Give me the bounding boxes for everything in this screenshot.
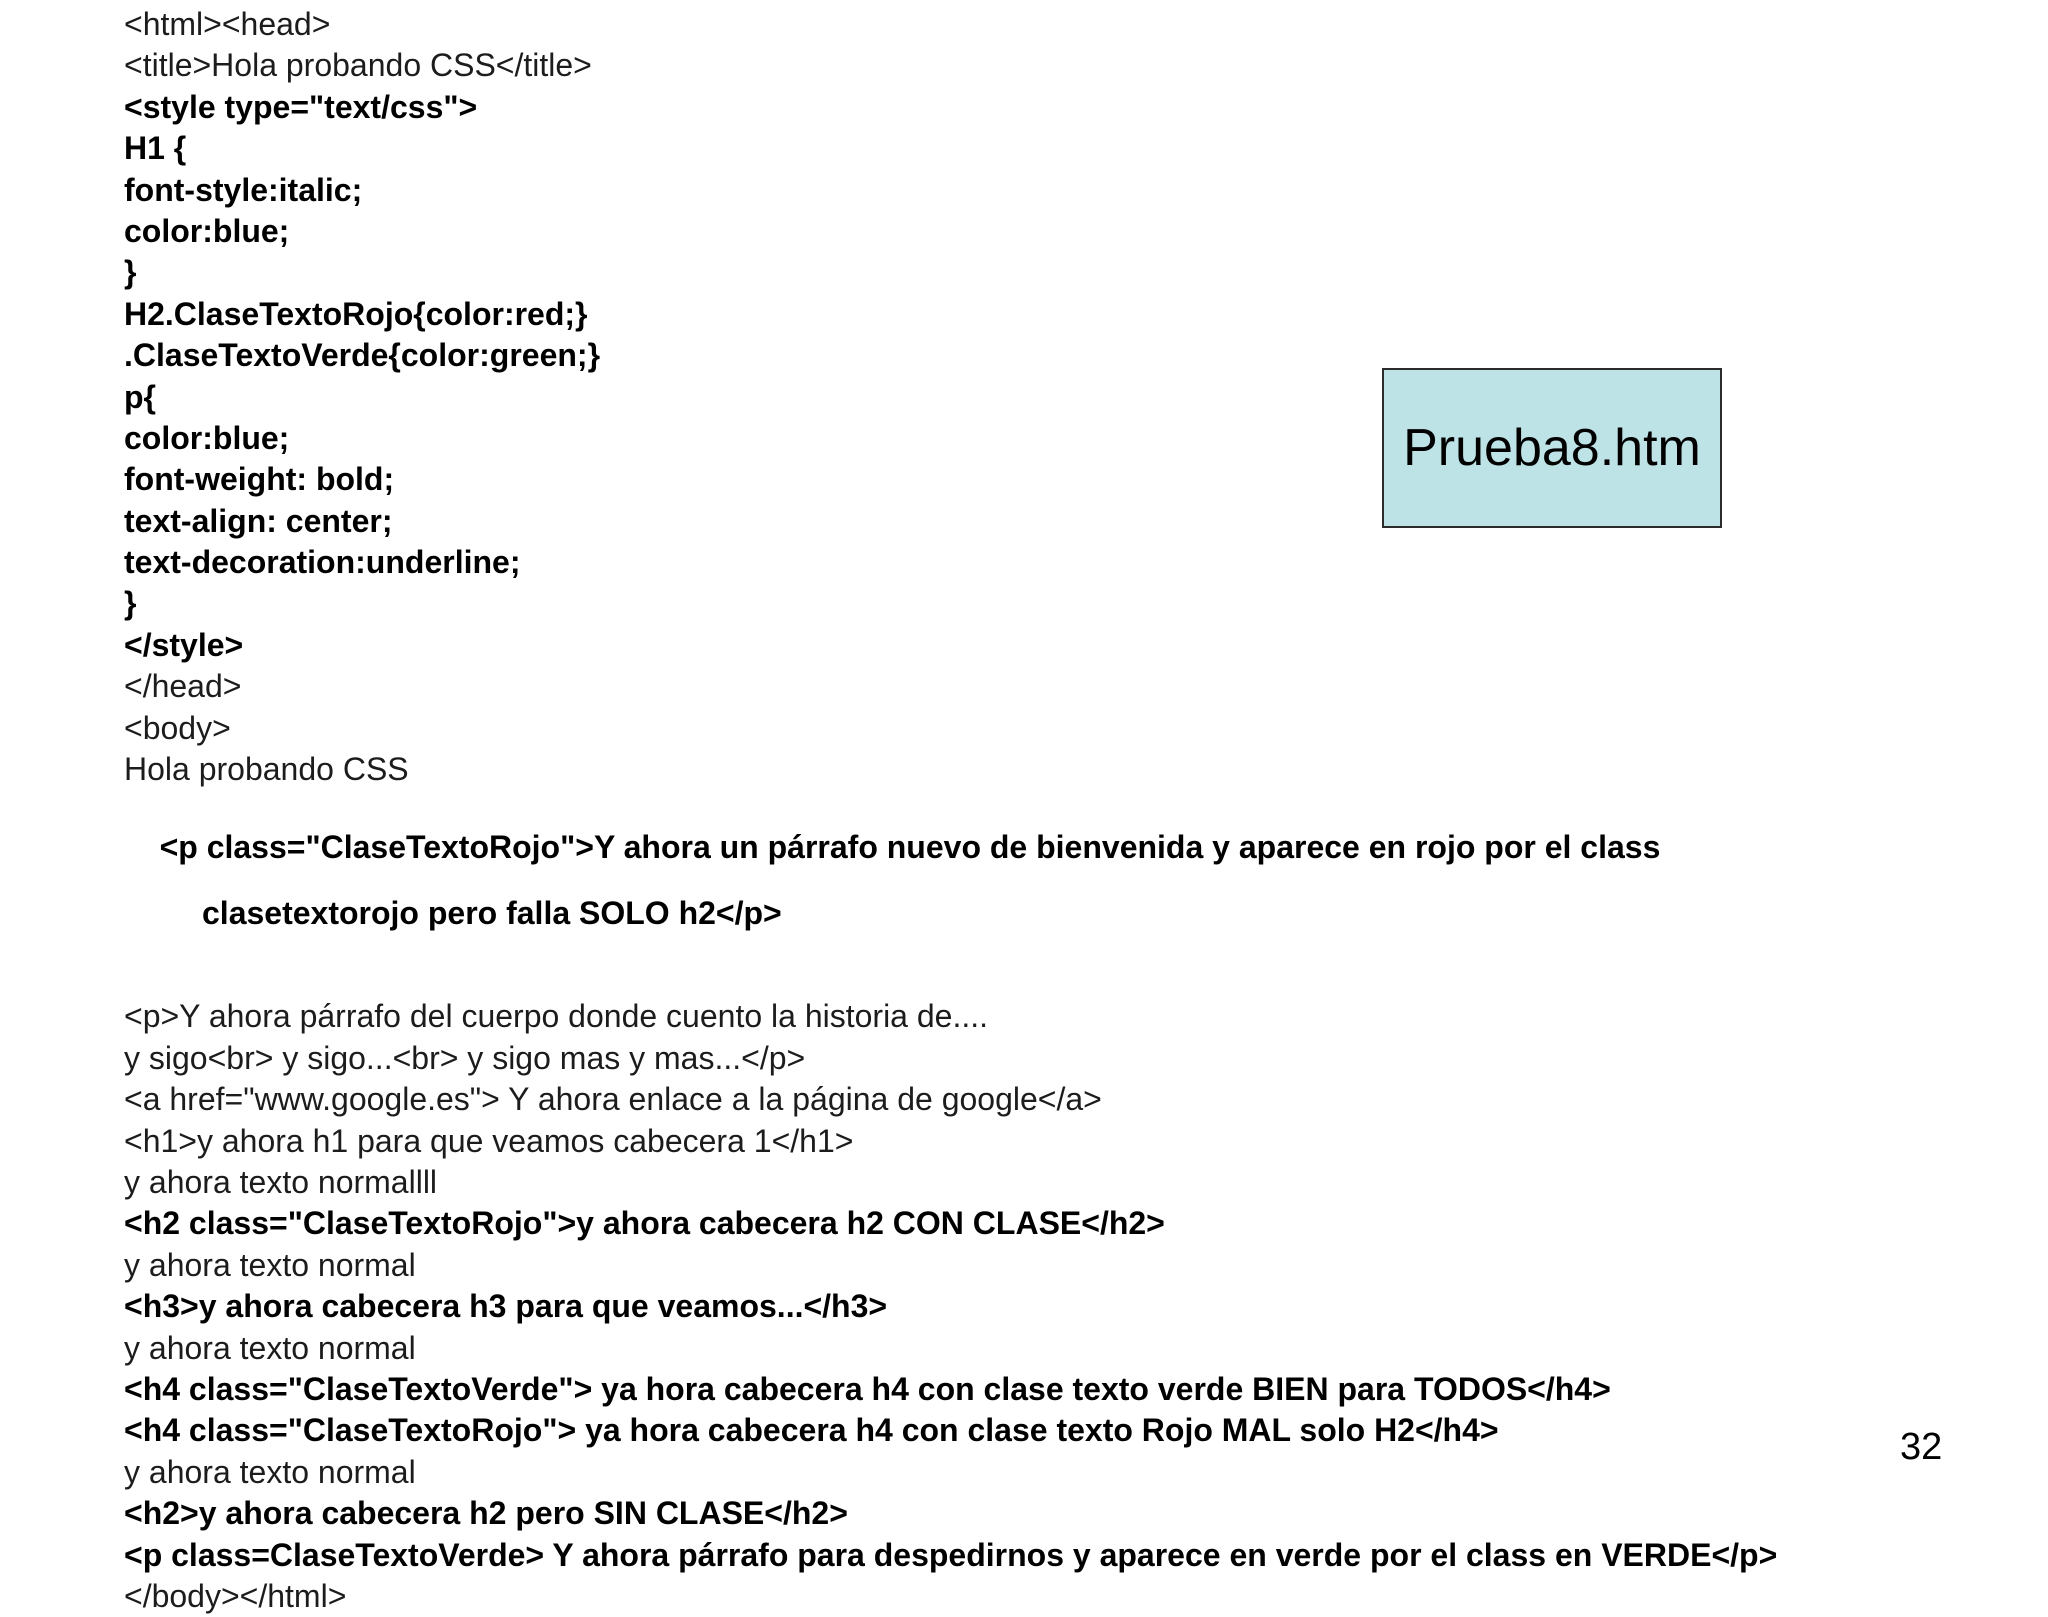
code-line: y sigo<br> y sigo...<br> y sigo mas y mas...</p> [124,1039,806,1076]
page-number: 32 [1900,1426,1943,1468]
code-line: <h2 class="ClaseTextoRojo">y ahora cabecera h2 CON CLASE</h2> [124,1205,1165,1242]
code-line: <html><head> [124,6,331,42]
code-line: font-style:italic; [124,171,363,208]
code-line: y ahora texto normallll [124,1163,438,1200]
code-line: <a href="www.google.es"> Y ahora enlace a la página de google</a> [124,1081,1102,1118]
code-line: y ahora texto normal [124,1246,416,1283]
code-line-continuation: clasetextorojo pero falla SOLO h2</p> [202,895,782,932]
code-line: <h1>y ahora h1 para que veamos cabecera 1</h1> [124,1122,854,1159]
code-line: H2.ClaseTextoRojo{color:red;} [124,295,588,332]
code-line: </head> [124,668,242,705]
code-line: color:blue; [124,419,290,456]
code-line: p{ [124,378,156,415]
code-line: <p>Y ahora párrafo del cuerpo donde cuento la historia de.... [124,998,989,1035]
code-line: Hola probando CSS [124,751,409,788]
code-line: </style> [124,626,244,663]
code-line: <title>Hola probando CSS</title> [124,47,592,84]
code-line: text-align: center; [124,502,393,539]
code-line: font-weight: bold; [124,461,395,498]
code-line: <h4 class="ClaseTextoRojo"> ya hora cabecera h4 con clase texto Rojo MAL solo H2</h4> [124,1412,1499,1449]
code-line: color:blue; [124,212,290,249]
code-line: <p class=ClaseTextoVerde> Y ahora párrafo para despedirnos y aparece en verde por el class en VERDE</p> [124,1536,1778,1573]
code-line: <h4 class="ClaseTextoVerde"> ya hora cabecera h4 con clase texto verde BIEN para TODOS</h4> [124,1370,1611,1407]
code-line: <h3>y ahora cabecera h3 para que veamos...</h3> [124,1288,888,1325]
code-line: <style type="text/css"> [124,88,478,125]
code-line-wrapped [124,790,1924,996]
code-line: text-decoration:underline; [124,544,521,581]
code-line: H1 { [124,130,187,167]
code-line: <body> [124,709,231,746]
code-line: .ClaseTextoVerde{color:green;} [124,337,601,374]
code-line: } [124,585,137,622]
code-line: </body></html> [124,1577,347,1614]
code-line: } [124,254,137,291]
code-line: <h2>y ahora cabecera h2 pero SIN CLASE</h2> [124,1495,848,1532]
file-label: Prueba8.htm [1403,419,1701,477]
code-line: y ahora texto normal [124,1329,416,1366]
code-listing [124,4,1924,1617]
file-label-box [1382,368,1722,528]
code-line-part: <p class="ClaseTextoRojo">Y ahora un párrafo nuevo de bienvenida y aparece en rojo por el class [159,829,1661,866]
code-line: y ahora texto normal [124,1453,416,1490]
